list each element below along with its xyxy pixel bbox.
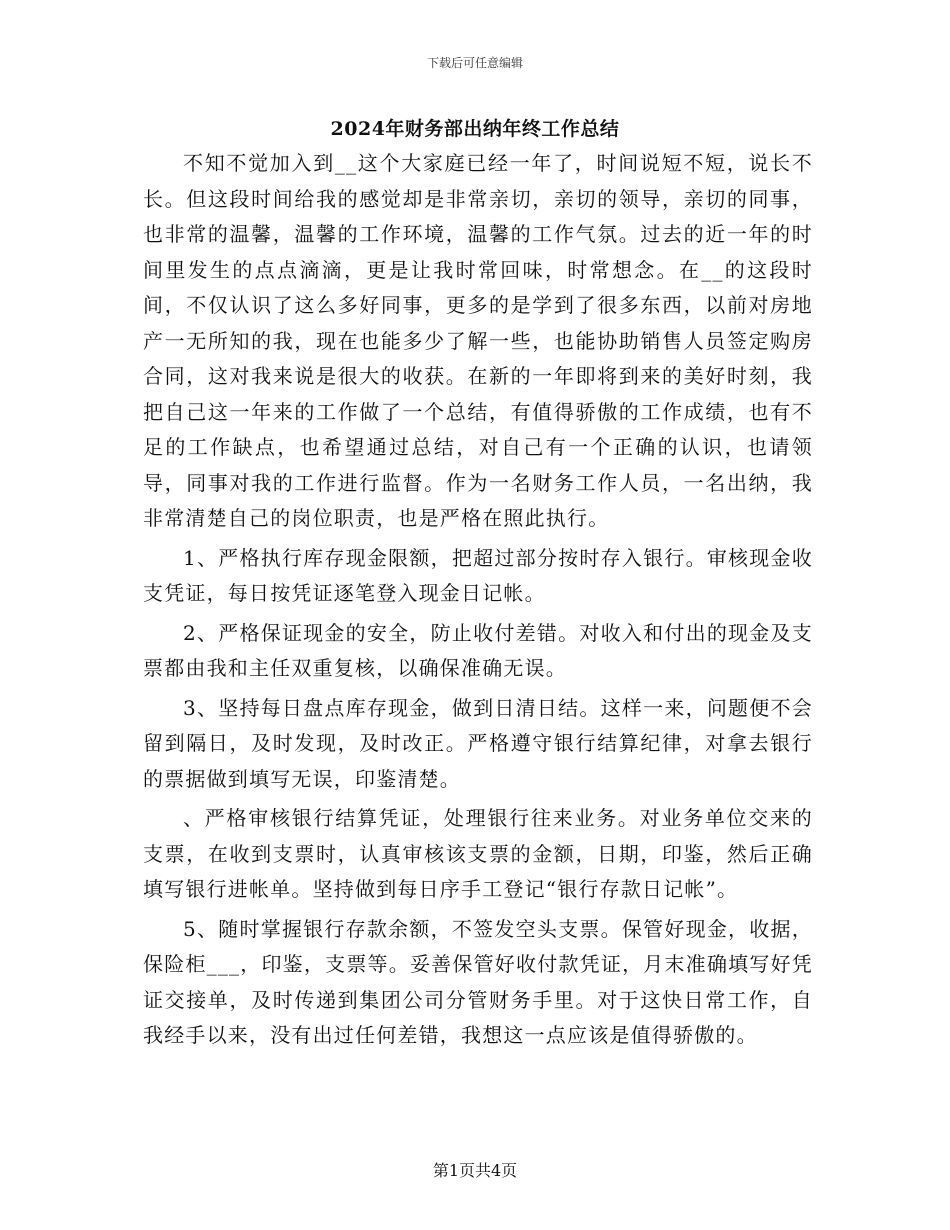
header-note: 下载后可任意编辑 <box>426 56 523 70</box>
paragraph-item-5: 5、随时掌握银行存款余额，不签发空头支票。保管好现金，收据，保险柜___，印鉴，支票等。妥善保管好收付款凭证，月末准确填写好凭证交接单，及时传递到集团公司分管财务手里。对于这快日常工作，自我经手以来，没有出过任何差错，我想这一点应该是值得骄傲的。 <box>143 916 813 1047</box>
paragraph-item-3: 3、坚持每日盘点库存现金，做到日清日结。这样一来，问题便不会留到隔日，及时发现，及时改正。严格遵守银行结算纪律，对拿去银行的票据做到填写无误，印鉴清楚。 <box>143 695 813 791</box>
paragraph-item-2: 2、严格保证现金的安全，防止收付差错。对收入和付出的现金及支票都由我和主任双重复核，以确保准确无误。 <box>143 620 813 680</box>
paragraph-item-1: 1、严格执行库存现金限额，把超过部分按时存入银行。审核现金收支凭证，每日按凭证逐笔登入现金日记帐。 <box>143 545 813 605</box>
paragraph-intro: 不知不觉加入到__这个大家庭已经一年了，时间说短不短，说长不长。但这段时间给我的感觉却是非常亲切，亲切的领导，亲切的同事，也非常的温馨，温馨的工作环境，温馨的工作气氛。过去的近一年的时间里发生的点点滴滴，更是让我时常回味，时常想念。在__的这段时间，不仅认识了这么多好同事，更多的是学到了很多东西，以前对房地产一无所知的我，现在也能多少了解一些，也能协助销售人员签定购房合同，这对我来说是很大的收获。在新的一年即将到来的美好时刻，我把自己这一年来的工作做了一个总结，有值得骄傲的工作成绩，也有不足的工作缺点，也希望通过总结，对自己有一个正确的认识，也请领导，同事对我的工作进行监督。作为一名财务工作人员，一名出纳，我非常清楚自己的岗位职责，也是严格在照此执行。 <box>143 151 813 530</box>
page-footer: 第1页共4页 <box>432 1161 518 1180</box>
document-title: 2024年财务部出纳年终工作总结 <box>330 118 620 140</box>
document-body <box>143 146 813 1054</box>
paragraph-item-4: 、严格审核银行结算凭证，处理银行往来业务。对业务单位交来的支票，在收到支票时，认真审核该支票的金额，日期，印鉴，然后正确填写银行进帐单。坚持做到每日序手工登记“银行存款日记帐”。 <box>143 806 813 901</box>
